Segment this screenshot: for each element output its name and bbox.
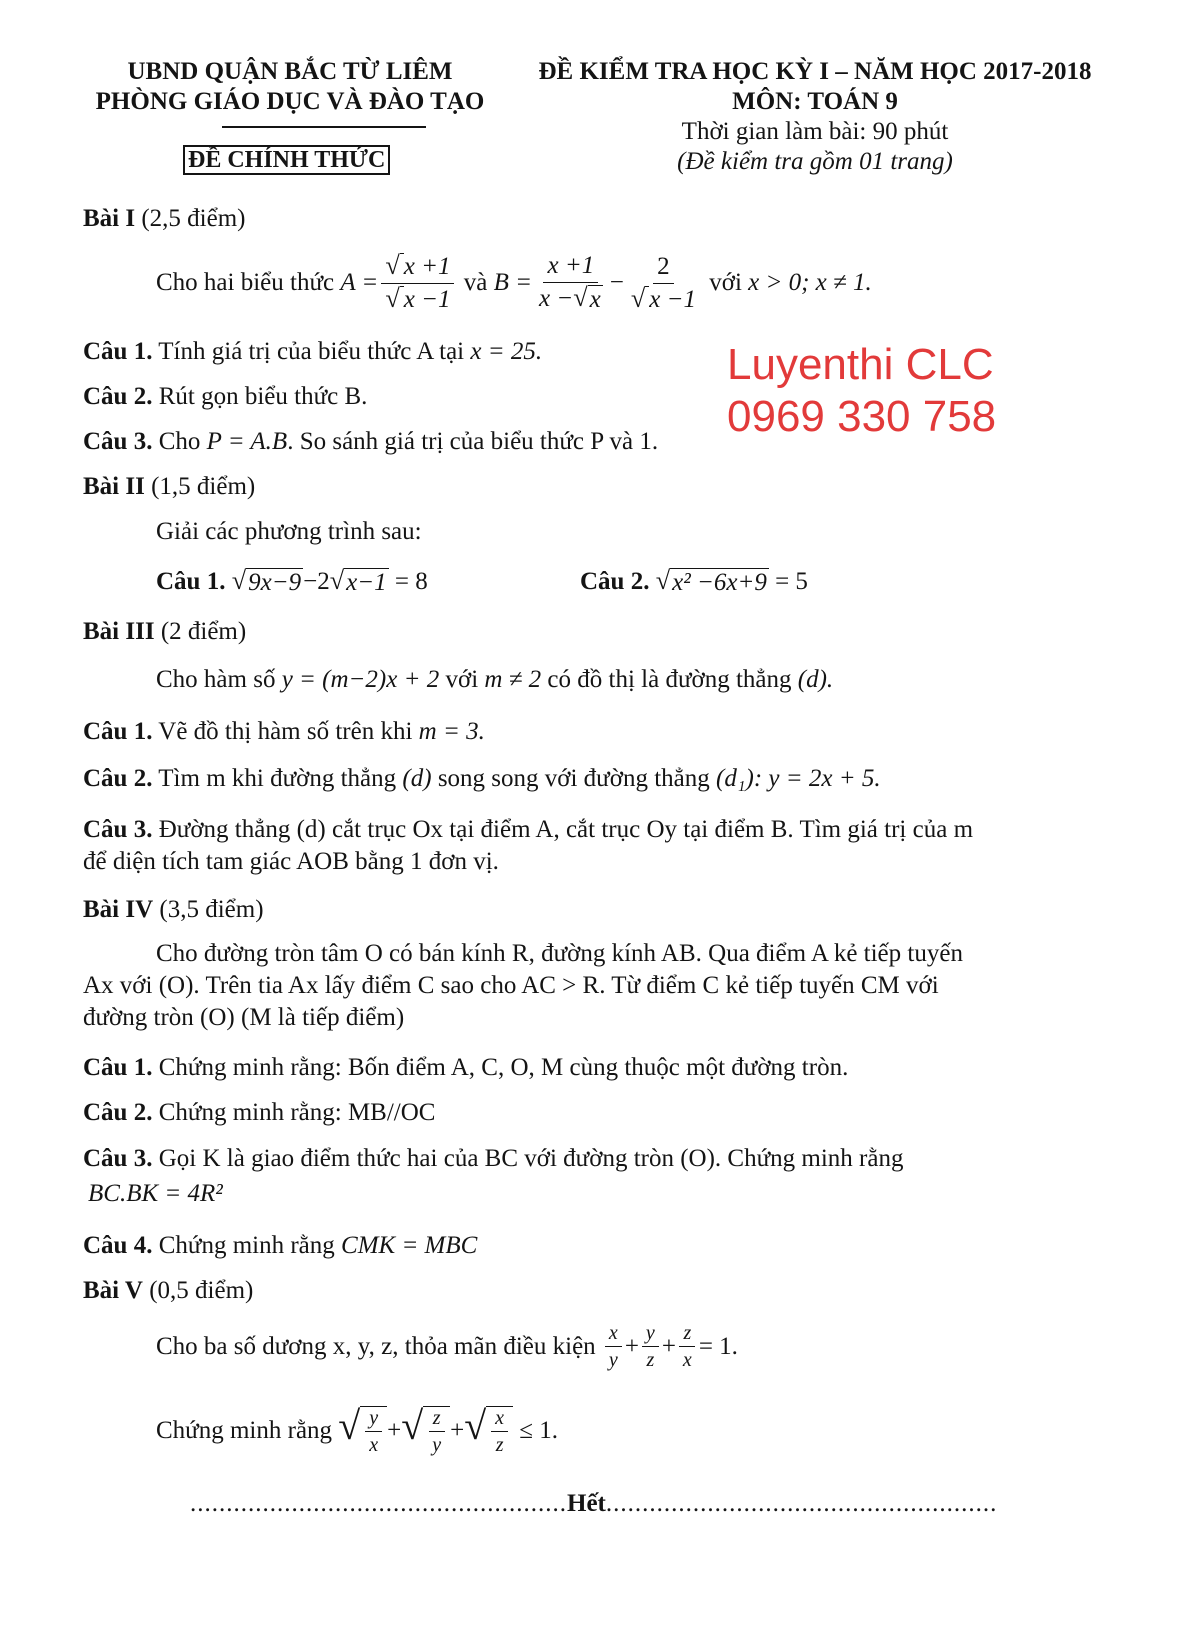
- cond-frac-1-den: y: [608, 1349, 618, 1371]
- plus-2: +: [661, 1332, 676, 1360]
- dots-right: ......................................................: [605, 1490, 998, 1517]
- subject: MÔN: TOÁN 9: [732, 88, 898, 115]
- bai2-q2-end: = 5: [775, 568, 808, 595]
- plus-3: +: [387, 1417, 402, 1444]
- pages-note: (Đề kiểm tra gồm 01 trang): [677, 148, 953, 175]
- plus-1: +: [624, 1332, 639, 1360]
- bai4-intro-line1: Cho đường tròn tâm O có bán kính R, đường kính AB. Qua điểm A kẻ tiếp tuyến: [156, 940, 963, 967]
- bai5-points: (0,5 điểm): [149, 1277, 254, 1304]
- expr-b1-den-a: x −: [538, 284, 574, 312]
- bai4-q2: [83, 1099, 435, 1127]
- condition: x > 0; x ≠ 1.: [748, 269, 872, 297]
- expr-a-num: x +1: [403, 253, 451, 281]
- bai5-intro: Cho ba số dương x, y, z, thỏa mãn điều kiện: [156, 1332, 596, 1360]
- ineq-root-2-num: z: [429, 1407, 445, 1432]
- expr-b2-num: 2: [653, 253, 674, 284]
- bai5-prove: Chứng minh rằng: [156, 1417, 333, 1444]
- bai3-intro-math: y = (m−2)x + 2: [281, 666, 440, 693]
- bai4-q3: [83, 1145, 903, 1173]
- ineq-root-3-den: z: [495, 1434, 504, 1456]
- cond-frac-2-num: y: [642, 1322, 659, 1347]
- bai4-q4-text: Chứng minh rằng: [158, 1232, 335, 1259]
- bai4-points: (3,5 điểm): [159, 896, 264, 923]
- bai1-q2-text: Rút gọn biểu thức B.: [158, 383, 368, 410]
- expr-a-fraction: √ x +1 √ x −1: [381, 253, 454, 313]
- official-badge: [183, 146, 390, 174]
- bai1-expressions: [156, 252, 872, 314]
- exam-title: ĐỀ KIỂM TRA HỌC KỲ I – NĂM HỌC 2017-2018: [538, 58, 1092, 85]
- official-badge-text: ĐỀ CHÍNH THỨC: [183, 145, 390, 175]
- cond-frac-1-num: x: [605, 1322, 622, 1347]
- ineq-root-3: √ $\frac{x}{z}$: [464, 1406, 513, 1456]
- cond-frac-2: [642, 1322, 659, 1371]
- bai3-q2-text-b: song song với đường thẳng: [437, 765, 710, 792]
- bai3-q3-line2: để diện tích tam giác AOB bằng 1 đơn vị.: [83, 848, 499, 875]
- cond-pre: với: [709, 269, 742, 297]
- and-word: và: [463, 269, 488, 297]
- bai3-q1: [83, 718, 485, 746]
- bai2-q1-radicand2: x−1: [346, 569, 387, 596]
- bai3-intro-cond: m ≠ 2: [484, 666, 542, 693]
- bai2-title: Bài II: [83, 473, 145, 500]
- bai1-points: (2,5 điểm): [141, 205, 246, 232]
- ineq-root-1: √ $\frac{y}{x}$: [338, 1406, 387, 1456]
- cond-eq-end: = 1.: [698, 1332, 738, 1360]
- watermark-name: Luyenthi CLC: [727, 340, 994, 389]
- bai1-q3-label: Câu 3.: [83, 428, 153, 455]
- bai3-intro-b: với: [445, 666, 479, 693]
- bai3-q3: [83, 816, 973, 844]
- bai2-q2-label: Câu 2.: [580, 568, 650, 595]
- bai1-q1-math: x = 25.: [470, 338, 543, 365]
- bai1-q2-label: Câu 2.: [83, 383, 153, 410]
- bai1-q3-math: P = A.B: [206, 428, 288, 455]
- bai3-points: (2 điểm): [160, 618, 247, 645]
- bai2-q2: Câu 2. √ x² −6x+9 = 5: [580, 566, 808, 596]
- expr-b-lhs: B =: [493, 269, 532, 297]
- end-marker: [190, 1490, 997, 1518]
- expr-b2-den: x −1: [649, 285, 696, 313]
- bai4-q1-label: Câu 1.: [83, 1054, 153, 1081]
- bai2-heading: [83, 473, 255, 501]
- bai1-intro: Cho hai biểu thức: [156, 269, 335, 297]
- bai1-q1-text: Tính giá trị của biểu thức A tại: [158, 338, 465, 365]
- cond-frac-3: [679, 1322, 696, 1371]
- bai2-intro: Giải các phương trình sau:: [156, 518, 422, 545]
- bai2-q1-mid: −2: [303, 568, 330, 595]
- expr-a-lhs: A =: [340, 269, 379, 297]
- bai4-heading: [83, 896, 264, 924]
- bai4-q4: [83, 1232, 477, 1260]
- ineq-root-2-den: y: [432, 1434, 442, 1456]
- bai1-q1: [83, 338, 542, 366]
- bai3-q2-text-a: Tìm m khi đường thẳng: [158, 765, 397, 792]
- exam-time: Thời gian làm bài: 90 phút: [681, 118, 949, 145]
- bai3-intro-c: có đồ thị là đường thẳng: [547, 666, 792, 693]
- bai3-q2-label: Câu 2.: [83, 765, 153, 792]
- bai3-q2-d: (d): [402, 765, 432, 792]
- expr-b1-num: x +1: [543, 252, 598, 283]
- bai2-q1-radicand1: 9x−9: [248, 569, 302, 596]
- bai4-q2-label: Câu 2.: [83, 1099, 153, 1126]
- bai1-q2: [83, 383, 367, 411]
- bai1-title: Bài I: [83, 205, 136, 232]
- bai3-q1-math: m = 3.: [418, 718, 485, 745]
- header-underline: [222, 126, 426, 128]
- bai5-inequality: [156, 1403, 559, 1456]
- bai3-heading: [83, 618, 246, 646]
- bai4-title: Bài IV: [83, 896, 154, 923]
- watermark-phone: 0969 330 758: [727, 392, 997, 441]
- cond-frac-3-den: x: [682, 1349, 692, 1371]
- bai5-condition: [156, 1322, 738, 1371]
- cond-frac-3-num: z: [679, 1322, 695, 1347]
- bai3-q1-label: Câu 1.: [83, 718, 153, 745]
- bai2-q1-label: Câu 1.: [156, 568, 226, 595]
- bai5-heading: [83, 1277, 253, 1305]
- bai3-intro-d: (d).: [797, 666, 834, 693]
- bai4-q3-math: BC.BK = 4R²: [88, 1180, 223, 1207]
- bai3-intro: [156, 666, 833, 694]
- bai4-intro-line2: Ax với (O). Trên tia Ax lấy điểm C sao cho AC > R. Từ điểm C kẻ tiếp tuyến CM với: [83, 972, 939, 999]
- bai4-intro-line3: đường tròn (O) (M là tiếp điểm): [83, 1004, 405, 1031]
- bai5-title: Bài V: [83, 1277, 143, 1304]
- bai3-q1-text: Vẽ đồ thị hàm số trên khi: [158, 718, 413, 745]
- bai2-points: (1,5 điểm): [151, 473, 256, 500]
- minus-sign: −: [609, 269, 624, 297]
- ineq-root-1-den: x: [369, 1434, 379, 1456]
- end-text: Hết: [567, 1490, 606, 1517]
- bai4-q1: [83, 1054, 848, 1082]
- bai4-q3-label: Câu 3.: [83, 1145, 153, 1172]
- bai3-q2-math: (d₁): y = 2x + 5.: [716, 765, 881, 792]
- bai3-q3-label: Câu 3.: [83, 816, 153, 843]
- bai3-q3-line1: Đường thẳng (d) cắt trục Ox tại điểm A, cắt trục Oy tại điểm B. Tìm giá trị của m: [158, 816, 974, 843]
- bai4-q2-text: Chứng minh rằng: MB//OC: [158, 1099, 436, 1126]
- bai1-q3-text-a: Cho: [158, 428, 201, 455]
- dots-left: ....................................................: [190, 1490, 567, 1517]
- cond-frac-1: [605, 1322, 622, 1371]
- expr-b-fraction2: 2 √ x −1: [630, 253, 696, 313]
- bai2-q2-radicand: x² −6x+9: [672, 569, 767, 596]
- expr-b1-den-b: x: [589, 285, 601, 313]
- expr-a-den: x −1: [403, 285, 451, 313]
- ineq-root-1-num: y: [365, 1407, 382, 1432]
- bai3-intro-a: Cho hàm số: [156, 666, 276, 693]
- department-name: PHÒNG GIÁO DỤC VÀ ĐÀO TẠO: [95, 88, 485, 115]
- bai1-q3-text-b: . So sánh giá trị của biểu thức P và 1.: [287, 428, 659, 455]
- plus-4: +: [450, 1417, 465, 1444]
- expr-b-fraction1: x +1 x − √ x: [538, 252, 601, 313]
- bai3-title: Bài III: [83, 618, 155, 645]
- bai1-q3: [83, 428, 658, 456]
- district-name: UBND QUẬN BẮC TỪ LIÊM: [127, 58, 453, 85]
- bai4-q1-text: Chứng minh rằng: Bốn điểm A, C, O, M cùng thuộc một đường tròn.: [158, 1054, 849, 1081]
- bai4-q3-text: Gọi K là giao điểm thức hai của BC với đường tròn (O). Chứng minh rằng: [158, 1145, 904, 1172]
- cond-frac-2-den: z: [646, 1349, 655, 1371]
- bai3-q2: [83, 765, 881, 793]
- bai4-q4-math: CMK = MBC: [341, 1232, 478, 1259]
- bai2-q1-end: = 8: [394, 568, 428, 595]
- ineq-end: ≤ 1.: [519, 1417, 559, 1444]
- bai4-q4-label: Câu 4.: [83, 1232, 153, 1259]
- bai1-heading: [83, 205, 246, 233]
- ineq-root-3-num: x: [491, 1407, 508, 1432]
- ineq-root-2: √ $\frac{z}{y}$: [401, 1406, 450, 1456]
- bai1-q1-label: Câu 1.: [83, 338, 153, 365]
- bai2-q1: Câu 1. √ 9x−9 −2 √ x−1 = 8: [156, 566, 428, 596]
